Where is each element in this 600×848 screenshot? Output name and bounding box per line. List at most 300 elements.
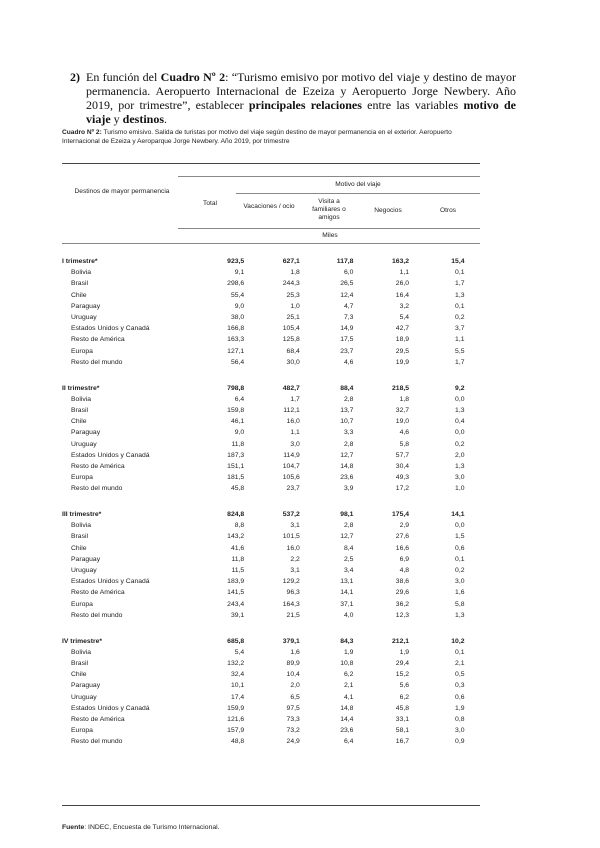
value-cell: 2,0 [290,682,300,690]
value-cell: 114,9 [283,451,300,459]
value-cell: 0,6 [455,544,465,552]
question-part: entre las variables [361,98,464,112]
table-row [62,680,480,691]
destination-label: Uruguay [71,693,97,701]
value-cell: 6,4 [234,395,245,403]
value-cell: 14,9 [340,325,354,333]
spacer-cell [62,495,480,510]
header-visita: Visita a familiares o amigos [312,198,346,221]
destination-label: Resto del mundo [71,611,123,619]
destination-label: Europa [71,600,93,608]
padding-cell [465,290,481,301]
value-cell: 23,6 [340,727,354,735]
value-cell: 1,1 [455,336,465,344]
padding-cell [465,725,481,736]
value-cell: 157,9 [227,727,245,735]
value-cell: 12,4 [340,291,354,299]
table-row [62,692,480,703]
value-cell: 5,5 [455,347,465,355]
value-cell: 4,8 [399,567,410,575]
destination-label: Chile [71,671,87,679]
value-cell: 17,4 [230,693,245,701]
value-cell: 8,4 [343,544,354,552]
value-cell: 164,3 [282,600,300,608]
destination-label: Brasil [71,280,88,288]
padding-cell [465,416,481,427]
value-cell: 163,2 [392,258,410,265]
padding-cell [465,256,481,267]
table-row [62,394,480,405]
question-bold-table-ref: Cuadro Nº 2 [160,70,226,84]
value-cell: 166,8 [227,325,245,333]
value-cell: 8,8 [234,522,245,530]
spacer-row [62,495,480,510]
data-table [62,256,480,748]
question-bold-relations: principales relaciones [248,98,362,112]
padding-cell [465,587,481,598]
destination-label: Bolivia [71,269,92,277]
value-cell: 14,1 [451,511,465,519]
value-cell: 482,7 [282,384,300,392]
value-cell: 1,9 [455,704,465,712]
destination-label: Bolivia [71,522,92,530]
value-cell: 159,9 [227,704,245,712]
value-cell: 181,5 [227,474,245,482]
value-cell: 4,6 [343,358,354,366]
value-cell: 6,2 [399,693,410,701]
padding-cell [465,461,481,472]
value-cell: 11,5 [231,567,245,575]
value-cell: 2,1 [343,682,354,690]
destination-label: Uruguay [71,440,97,448]
padding-cell [465,472,481,483]
question-number: 2) [70,70,80,84]
table-row [62,334,480,345]
value-cell: 537,2 [282,511,300,519]
value-cell: 0,0 [455,429,465,437]
value-cell: 14,4 [340,716,354,724]
value-cell: 127,1 [227,347,245,355]
quarter-label: II trimestre* [62,384,100,392]
table-row [62,703,480,714]
spacer-row [62,368,480,383]
value-cell: 37,1 [340,600,354,608]
value-cell: 30,0 [286,358,300,366]
quarter-total-row [62,256,480,267]
value-cell: 6,4 [343,738,354,746]
value-cell: 27,6 [395,533,410,541]
value-cell: 117,8 [336,258,354,265]
destination-label: Resto del mundo [71,485,123,493]
value-cell: 1,3 [455,406,465,414]
destination-label: Chile [71,291,87,299]
value-cell: 10,1 [230,682,245,690]
value-cell: 25,1 [286,314,300,322]
value-cell: 84,3 [340,637,354,645]
spacer-row [62,621,480,636]
table-row [62,483,480,494]
table-row [62,543,480,554]
value-cell: 41,6 [230,544,245,552]
value-cell: 10,8 [340,660,354,667]
header-destinos: Destinos de mayor permanencia [74,188,170,195]
value-cell: 243,4 [227,600,245,608]
table-row [62,290,480,301]
value-cell: 129,2 [282,578,300,586]
destination-label: Paraguay [71,682,101,690]
destination-label: Bolivia [71,648,92,656]
destination-label: Brasil [71,533,88,541]
value-cell: 18,9 [395,336,410,344]
value-cell: 7,3 [343,314,354,322]
value-cell: 29,6 [395,589,410,597]
padding-cell [465,565,481,576]
quarter-label: I trimestre* [62,258,98,265]
value-cell: 101,5 [282,533,300,541]
value-cell: 57,7 [395,451,410,459]
value-cell: 3,0 [455,578,465,586]
quarter-total-row [62,509,480,520]
value-cell: 1,3 [455,462,465,470]
quarter-label: III trimestre* [62,511,102,519]
value-cell: 4,0 [343,611,354,619]
header-unit: Miles [322,232,338,239]
value-cell: 105,4 [282,325,300,333]
value-cell: 159,8 [227,406,245,414]
value-cell: 14,8 [340,704,354,712]
value-cell: 685,8 [227,637,245,645]
value-cell: 0,4 [455,418,465,426]
value-cell: 16,7 [395,738,410,746]
value-cell: 3,1 [290,567,300,575]
value-cell: 0,1 [455,555,465,563]
destination-label: Paraguay [71,555,101,563]
value-cell: 9,1 [234,269,245,277]
value-cell: 4,7 [343,302,354,310]
value-cell: 379,1 [282,637,300,645]
value-cell: 1,7 [455,358,465,366]
value-cell: 244,3 [282,280,300,288]
padding-cell [465,599,481,610]
value-cell: 96,3 [286,589,300,597]
value-cell: 3,4 [343,567,354,575]
value-cell: 5,8 [399,440,410,448]
value-cell: 4,1 [343,693,354,701]
value-cell: 0,3 [455,682,465,690]
value-cell: 12,7 [340,451,354,459]
table-row [62,461,480,472]
value-cell: 4,6 [399,429,410,437]
header-otros: Otros [439,207,457,214]
value-cell: 48,8 [230,738,245,746]
value-cell: 6,2 [343,671,354,679]
value-cell: 5,8 [455,600,465,608]
question-part: y [110,112,123,126]
value-cell: 1,8 [290,269,300,277]
value-cell: 9,0 [234,429,245,437]
value-cell: 24,9 [286,738,300,746]
value-cell: 2,2 [290,555,300,563]
question-part: . [164,112,167,126]
table-row [62,267,480,278]
value-cell: 17,2 [395,485,410,493]
padding-cell [465,405,481,416]
value-cell: 5,4 [399,314,410,322]
value-cell: 218,5 [392,384,410,392]
value-cell: 2,8 [343,395,354,403]
destination-label: Brasil [71,660,88,667]
table-row [62,278,480,289]
value-cell: 23,7 [286,485,300,493]
value-cell: 11,8 [231,440,245,448]
quarter-label: IV trimestre* [62,637,103,645]
value-cell: 3,0 [455,727,465,735]
value-cell: 0,8 [455,716,465,724]
padding-cell [465,520,481,531]
value-cell: 38,0 [230,314,245,322]
value-cell: 0,1 [455,269,465,277]
value-cell: 0,2 [455,567,465,575]
table-row [62,554,480,565]
table-row [62,346,480,357]
padding-cell [465,346,481,357]
table-row [62,357,480,368]
value-cell: 3,3 [343,429,354,437]
table-row [62,714,480,725]
value-cell: 29,5 [395,347,410,355]
value-cell: 16,4 [395,291,410,299]
value-cell: 163,3 [227,336,245,344]
value-cell: 187,3 [227,451,245,459]
table-row [62,405,480,416]
padding-cell [465,267,481,278]
destination-label: Europa [71,347,93,355]
value-cell: 73,2 [286,727,300,735]
table-row [62,427,480,438]
value-cell: 132,2 [227,660,245,667]
value-cell: 1,3 [455,291,465,299]
value-cell: 0,1 [455,648,465,656]
value-cell: 55,4 [230,291,245,299]
destination-label: Europa [71,474,93,482]
value-cell: 10,2 [451,637,465,645]
value-cell: 105,6 [282,474,300,482]
padding-cell [465,531,481,542]
header-total: Total [203,200,217,207]
value-cell: 46,1 [230,418,245,426]
value-cell: 29,4 [395,660,410,667]
destination-label: Estados Unidos y Canadá [71,704,150,712]
value-cell: 0,0 [455,395,465,403]
padding-cell [465,610,481,621]
value-cell: 2,8 [343,522,354,530]
value-cell: 0,9 [455,738,465,746]
value-cell: 3,7 [455,325,465,333]
value-cell: 1,7 [290,395,300,403]
value-cell: 212,1 [392,637,410,645]
value-cell: 3,1 [290,522,300,530]
table-row [62,576,480,587]
value-cell: 97,5 [286,704,300,712]
padding-cell [465,543,481,554]
value-cell: 1,0 [290,302,300,310]
value-cell: 175,4 [392,511,410,519]
value-cell: 15,4 [451,258,465,265]
table-caption [62,128,482,146]
table-row [62,658,480,669]
padding-cell [465,312,481,323]
value-cell: 0,5 [455,671,465,679]
value-cell: 38,6 [395,578,410,586]
value-cell: 10,7 [340,418,354,426]
value-cell: 1,1 [290,429,300,437]
source-note [62,824,220,831]
table-row [62,587,480,598]
padding-cell [465,323,481,334]
value-cell: 1,3 [455,611,465,619]
question-bold-destinos: destinos [122,112,164,126]
value-cell: 627,1 [282,258,300,265]
value-cell: 141,5 [227,589,245,597]
table-row [62,565,480,576]
value-cell: 0,2 [455,314,465,322]
value-cell: 1,1 [399,269,410,277]
value-cell: 45,8 [230,485,245,493]
value-cell: 42,7 [395,325,410,333]
destination-label: Uruguay [71,314,97,322]
value-cell: 19,0 [395,418,410,426]
value-cell: 32,4 [230,671,245,679]
value-cell: 2,8 [343,440,354,448]
value-cell: 125,8 [282,336,300,344]
header-vacaciones: Vacaciones / ocio [243,203,295,210]
header-rule-1 [178,176,480,177]
value-cell: 298,6 [227,280,245,288]
table-bottom-rule [62,805,480,806]
value-cell: 16,0 [286,544,300,552]
value-cell: 923,5 [227,258,245,265]
value-cell: 1,0 [455,485,465,493]
value-cell: 3,9 [343,485,354,493]
value-cell: 32,7 [395,406,410,414]
table-row [62,647,480,658]
header-motivo: Motivo del viaje [335,181,381,188]
value-cell: 5,4 [234,648,245,656]
table-row [62,301,480,312]
value-cell: 824,8 [227,511,245,519]
padding-cell [465,301,481,312]
header-rule-2 [236,193,480,194]
table-row [62,520,480,531]
value-cell: 88,4 [340,384,354,392]
question-bold-motivo: motivo de viaje [86,98,517,126]
source-text: : INDEC, Encuesta de Turismo Internacional. [84,824,220,831]
value-cell: 1,8 [399,395,410,403]
table-row [62,472,480,483]
destination-label: Resto de América [71,589,125,597]
table-row [62,450,480,461]
value-cell: 33,1 [395,716,410,724]
value-cell: 1,6 [455,589,465,597]
value-cell: 104,7 [282,462,300,470]
value-cell: 10,4 [286,671,300,679]
destination-label: Resto de América [71,716,125,724]
table-row [62,736,480,747]
value-cell: 26,5 [340,280,354,288]
value-cell: 19,9 [395,358,410,366]
value-cell: 49,3 [395,474,410,482]
caption-label: Cuadro Nº 2: [62,129,102,136]
value-cell: 5,6 [399,682,410,690]
destination-label: Chile [71,544,87,552]
padding-cell [465,703,481,714]
value-cell: 68,4 [286,347,300,355]
value-cell: 16,0 [286,418,300,426]
padding-cell [465,439,481,450]
padding-cell [465,714,481,725]
value-cell: 11,8 [231,555,245,563]
header-negocios: Negocios [374,207,402,214]
padding-cell [465,647,481,658]
value-cell: 1,5 [455,533,465,541]
padding-cell [465,658,481,669]
value-cell: 14,1 [340,589,354,597]
value-cell: 0,2 [455,440,465,448]
padding-cell [465,692,481,703]
value-cell: 3,0 [455,474,465,482]
value-cell: 23,6 [340,474,354,482]
value-cell: 6,5 [290,693,300,701]
value-cell: 3,0 [290,440,300,448]
value-cell: 45,8 [395,704,410,712]
value-cell: 12,7 [340,533,354,541]
value-cell: 89,9 [286,660,300,667]
destination-label: Estados Unidos y Canadá [71,325,150,333]
value-cell: 17,5 [340,336,354,344]
padding-cell [465,509,481,520]
value-cell: 16,6 [395,544,410,552]
value-cell: 798,8 [227,384,245,392]
value-cell: 30,4 [395,462,410,470]
question-part: En función del [86,70,161,84]
value-cell: 1,9 [343,648,354,656]
question-text [70,70,517,126]
value-cell: 112,1 [283,406,300,414]
destination-label: Uruguay [71,567,97,575]
padding-cell [465,576,481,587]
value-cell: 21,5 [286,611,300,619]
value-cell: 15,2 [395,671,410,679]
padding-cell [465,334,481,345]
header-rule-3 [178,228,480,229]
table-row [62,599,480,610]
value-cell: 6,9 [399,555,410,563]
value-cell: 2,9 [399,522,410,530]
destination-label: Resto del mundo [71,358,123,366]
value-cell: 12,3 [395,611,410,619]
value-cell: 183,9 [227,578,245,586]
padding-cell [465,669,481,680]
value-cell: 0,0 [455,522,465,530]
padding-cell [465,736,481,747]
padding-cell [465,383,481,394]
value-cell: 13,7 [340,406,354,414]
value-cell: 9,2 [455,384,465,392]
table-row [62,531,480,542]
destination-label: Paraguay [71,429,101,437]
value-cell: 26,0 [395,280,410,288]
destination-label: Estados Unidos y Canadá [71,451,150,459]
